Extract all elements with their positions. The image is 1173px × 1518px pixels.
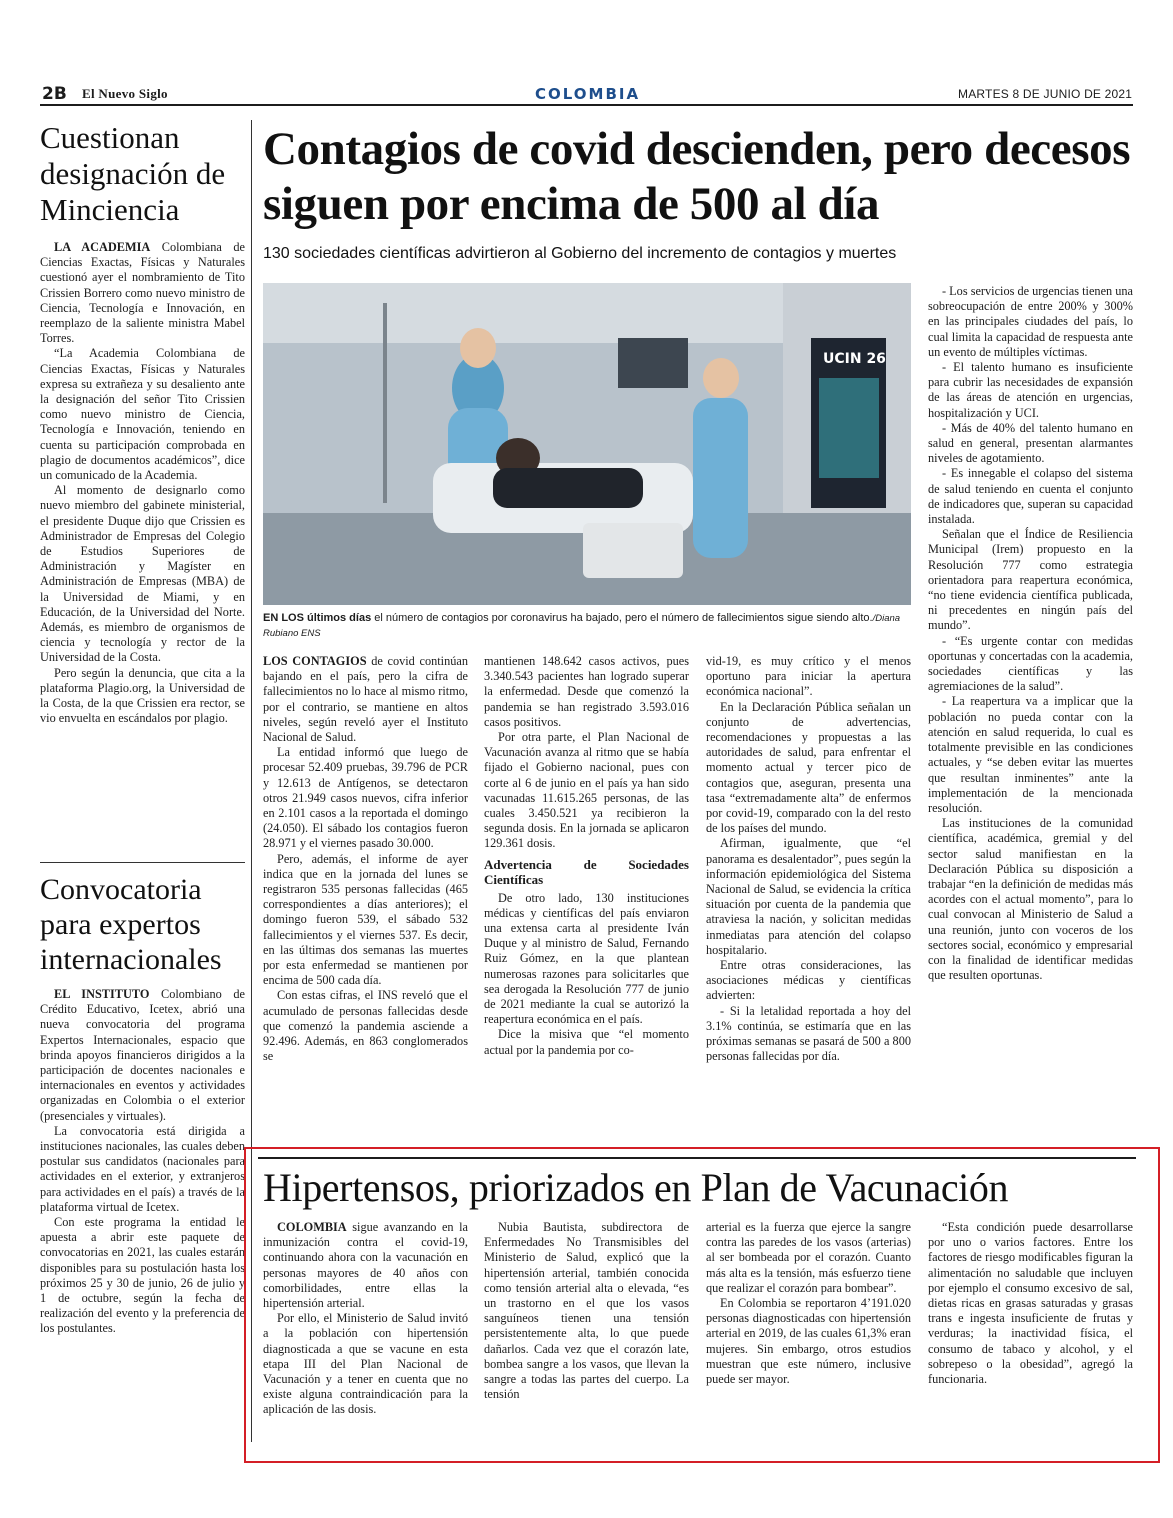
side-article-minciencia [40,120,245,727]
paragraph: Con este programa la entidad le apuesta a abrir este paquete de convocatorias en 2021, las cuales estarán disponibles para su postulación hasta los próximos 25 y 30 de junio, 26 de julio y 1 de octubre, según la fecha de realización del evento y la preferencia de los postulantes. [40,1215,245,1336]
paragraph: - Los servicios de urgencias tienen una sobreocupación de entre 200% y 300% en las principales ciudades del país, lo cual limita la capacidad de respuesta ante un evento de múltiples víctimas. [928,284,1133,359]
paragraph: - El talento humano es insuficiente para cubrir las necesidades de expansión de las áreas de atención en urgencias, hospitalización y UCI. [928,360,1133,420]
side-article-title: Convocatoria para expertos internacionales [40,873,222,976]
paragraph: Entre otras consideraciones, las asociaciones médicas y científicas advierten: [706,958,911,1003]
main-column-3 [706,654,911,1064]
paragraph: Pero, además, el informe de ayer indica que en la jornada del lunes se registraron 535 personas fallecidas (465 correspondientes a días anteriores); el domingo fueron 539, el sábado 532 fallecimientos y el viernes 537. Es decir, en las últimas dos semanas las muertes por esta enfermedad se mantienen por encima de 500 cada día. [263,851,468,988]
paragraph: - Más de 40% del talento humano en salud en general, presentan alarmantes niveles de agotamiento. [928,420,1133,466]
paragraph: Colombiana de Ciencias Exactas, Físicas y Naturales cuestionó ayer el nombramiento de Tito Crissien Borrero como nuevo ministro de Ciencia, Tecnología e Innovación, en reemplazo de la saliente ministra Mabel Torres. [40,240,245,346]
side-article-body [40,240,245,727]
box-column-2 [484,1220,689,1402]
paragraph: De otro lado, 130 instituciones médicas y científicas del país enviaron una extensa carta al presidente Iván Duque y al ministro de Salud, Fernando Ruiz Gómez, en la que plantean numerosas razones para solicitarles que sea derogada la Resolución 777 de junio de 2021 mediante la cual se autorizó la reapertura económica en el país. [484,890,689,1027]
paragraph: arterial es la fuerza que ejerce la sangre contra las paredes de los vasos (arterias) al ser bombeada por el corazón. Cuanto más alta es la tensión, más esfuerzo tiene que realizar el corazón para bombear”. [706,1220,911,1295]
paragraph: La convocatoria está dirigida a instituciones nacionales, las cuales deben postular sus candidatos (nacionales para actividades en el exterior, y extranjeros para actividades en el país) a través de la plataforma virtual de Icetex. [40,1123,245,1214]
main-subheadline: 130 sociedades científicas advirtieron al Gobierno del incremento de contagios y muertes [263,245,897,262]
paragraph: Al momento de designarlo como nuevo miembro del gabinete ministerial, el presidente Duque dijo que Crissien es Administrador de Empresas del Colegio de Estudios Superiores de Administración y Magíster en Administración de Empresas (MBA) de la Universidad de Miami, y en Educación, de la Universidad del Norte. Además, es miembro de organismos de ciencia y tecnología y rector de la Universidad de la Costa. [40,483,245,665]
box-headline: Hipertensos, priorizados en Plan de Vacunación [263,1165,1009,1210]
icu-sign-text: UCIN 26 [823,351,886,367]
paragraph: Señalan que el Índice de Resiliencia Municipal (Irem) propuesto en la Resolución 777 como estrategia orientadora para reapertura económica, “no tiene evidencia científica publicada, ni precedentes en ningún país del mundo”. [928,527,1133,633]
paragraph: Pero según la denuncia, que cita a la plataforma Plagio.org, la Universidad de la Costa, de la que Crissien era rector, se vio envuelta en escándalos por plagio. [40,665,245,726]
lead-words: LA ACADEMIA [54,240,151,254]
main-column-1 [263,654,468,1064]
box-column-4 [928,1220,1133,1387]
side-article-icetex [40,872,245,1337]
lead-words: COLOMBIA [277,1220,347,1234]
paragraph: La entidad informó que luego de procesar 52.409 pruebas, 39.796 de PCR y 12.613 de Antígenos, se detectaron otros 21.949 casos nuevos, cifra inferior en 2.101 casos a la reportada el domingo (24.050). El sábado los contagios fueron 28.971 y el viernes pasado 30.000. [263,745,468,851]
issue-date: MARTES 8 DE JUNIO DE 2021 [958,87,1133,101]
paragraph: Colombiano de Crédito Educativo, Icetex, abrió una nueva convocatoria del programa Expertos Internacionales, espacio que brinda apoyos financieros dirigidos a la participación de docentes nacionales e internacionales en eventos y actividades organizadas en Colombia o el exterior (presenciales y virtuales). [40,987,246,1123]
paragraph: vid-19, es muy crítico y el menos oportuno para iniciar la apertura económica nacional”. [706,654,911,699]
caption-text: el número de contagios por coronavirus ha bajado, pero el número de fallecimientos sigue siendo alto. [371,612,873,624]
photo-caption [263,611,911,641]
main-column-4 [928,284,1133,983]
paragraph: - La reapertura va a implicar que la población no pueda contar con la atención en salud requerida, lo cual es totalmente previsible en las condiciones actuales, y “se deben evitar las muertes que resultan inminentes” ante la implementación de la mencionada resolución. [928,694,1133,815]
box-column-1 [263,1220,468,1418]
box-column-3 [706,1220,911,1387]
page-number: 2B [42,84,67,104]
paragraph: Por ello, el Ministerio de Salud invitó a la población con hipertensión diagnosticada a que se vacune en esta etapa III del Plan Nacional de Vacunación y a tener en cuenta que no existe alguna contraindicación para la aplicación de las dosis. [263,1311,468,1417]
paragraph: de covid continúan bajando en el país, pero la cifra de fallecimientos no lo hace al mismo ritmo, por el contrario, se mantiene en altos niveles, según reveló ayer el Instituto Nacional de Salud. [263,654,469,745]
caption-lead: EN LOS últimos días [263,612,372,624]
section-name: COLOMBIA [535,85,641,103]
paragraph: mantienen 148.642 casos activos, pues 3.340.543 pacientes han logrado superar la enfermedad. Desde que comenzó la pandemia se han registrado 3.593.016 casos positivos. [484,654,689,729]
main-column-2 [484,654,689,1058]
side-article-body [40,987,245,1337]
paragraph: Por otra parte, el Plan Nacional de Vacunación avanza al ritmo que se había fijado el Gobierno nacional, pues con corte al 6 de junio en el país ya han sido vacunadas 11.615.265 personas, de las cuales 3.450.521 ya recibieron la segunda dosis. En la jornada se aplicaron 129.361 dosis. [484,730,689,851]
paragraph: En la Declaración Pública señalan un conjunto de advertencias, recomendaciones y propuestas a las autoridades de salud, para enfrentar el momento actual y tercer pico de contagios que, aseguran, presenta una tasa “extremadamente alta” de enfermos por covid-19, comparado con la del resto de los países del mundo. [706,699,911,836]
paragraph: Con estas cifras, el INS reveló que el acumulado de personas fallecidas desde que comenzó la pandemia asciende a 92.496. Además, en 863 conglomerados se [263,988,468,1064]
main-headline: Contagios de covid descienden, pero decesos siguen por encima de 500 al día [263,123,1131,230]
newspaper-name: El Nuevo Siglo [82,86,168,101]
hospital-photo [263,283,911,605]
paragraph: Afirman, igualmente, que “el panorama es desalentador”, pues según la información epidemiológica del Sistema Nacional de Salud, se evidencia la crítica situación por cuenta de la pandemia que atraviesa la nación, y solicitan medidas inmediatas para atención del colapso hospitalario. [706,836,911,957]
paragraph: - Es innegable el colapso del sistema de salud teniendo en cuenta el conjunto de indicadores que, superan su capacidad instalada. [928,466,1133,527]
paragraph: - Si la letalidad reportada a hoy del 3.1% continúa, se estimaría que en las próximas semanas se pasará de 500 a 800 personas fallecidas por día. [706,1003,911,1064]
lead-words: EL INSTITUTO [54,987,150,1001]
paragraph: “Esta condición puede desarrollarse por uno o varios factores. Entre los factores de riesgo modificables figuran la alimentación no saludable que incluyen por ejemplo el consumo excesivo de sal, dietas ricas en grasas saturadas y grasas trans e ingesta insuficiente de frutas y verduras; la inactividad física, el consumo de tabaco y alcohol, y el sobrepeso o la obesidad”, agregó la funcionaria. [928,1220,1133,1387]
icu-scene-illustration [263,283,911,605]
paragraph: “La Academia Colombiana de Ciencias Exactas, Físicas y Naturales expresa su extrañeza y su desaliento ante la designación del señor Tito Crissien como nuevo ministro de Ciencia, Tecnología e Innovación, teniendo en cuenta su participación comprobada en plagio de documentos académicos”, dice un comunicado de la Academia. [40,346,245,483]
paragraph: - “Es urgente contar con medidas oportunas y concertadas con la academia, sociedades científicas y las agremiaciones de la salud”. [928,633,1133,694]
side-article-title: Cuestionan designación de Minciencia [40,120,226,227]
paragraph: Dice la misiva que “el momento actual por la pandemia por co- [484,1027,689,1057]
paragraph: sigue avanzando en la inmunización contra el covid-19, continuando ahora con la vacunación en personas mayores de 40 años con comorbilidades, entre ellas la hipertensión arterial. [263,1220,468,1311]
side-divider [40,862,245,863]
box-top-rule [258,1157,1136,1159]
paragraph: En Colombia se reportaron 4’191.020 personas diagnosticadas con hipertensión arterial en 2019, de las cuales 61,3% eran mujeres. Sin embargo, otros estudios muestran que este número, inclusive puede ser mayor. [706,1296,911,1387]
photo-credit: /Diana Rubiano ENS [263,613,901,639]
paragraph: Nubia Bautista, subdirectora de Enfermedades No Transmisibles del Ministerio de Salud, explicó que la hipertensión arterial, también conocida como tensión arterial alta o elevada, “es un trastorno en el que los vasos sanguíneos tienen una tensión persistentemente alta, lo que puede dañarlos. Cada vez que el corazón late, bombea sangre a los vasos, que llevan la sangre a todas las partes del cuerpo. La tensión [484,1220,689,1402]
lead-words: LOS CONTAGIOS [263,654,367,668]
header-rule [40,104,1133,106]
paragraph: Las instituciones de la comunidad científica, académica, gremial y del sector salud manifiestan en la Declaración Pública su disposición a trabajar “en la definición de medidas más acordes con el actual momento”, para lo cual convocan al Ministerio de Salud a una reunión, junto con voceros de los sectores social, económico y empresarial con la finalidad de identificar medidas que resulten oportunas. [928,816,1133,983]
sub-heading: Advertencia de Sociedades Científicas [484,856,689,887]
